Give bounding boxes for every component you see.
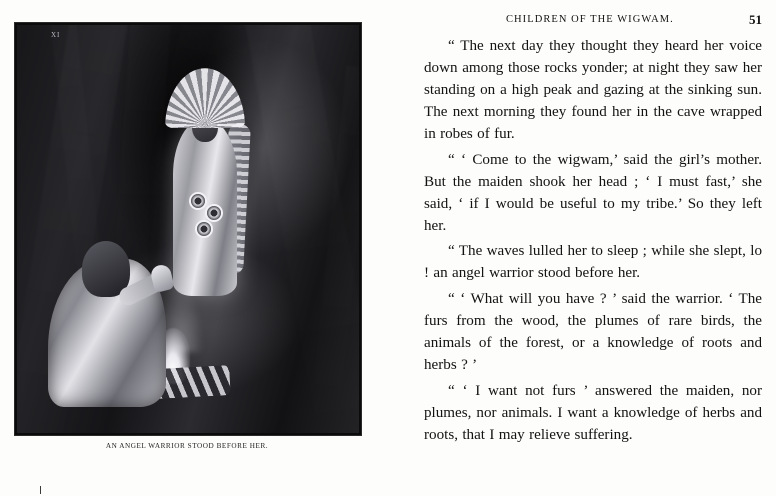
paragraph: “ ‘ I want not furs ’ answered the maiden, nor plumes, nor animals. I want a knowledge of herbs and roots, that I may relieve suffering.	[424, 382, 762, 443]
illustration-frame	[14, 22, 362, 436]
running-head	[424, 14, 762, 36]
paragraph: “ ‘ Come to the wigwam,’ said the girl’s mother. But the maiden shook her head ; ‘ I must fast,’ she said, ‘ if I would be useful to my tribe.’ So they left her.	[424, 151, 762, 234]
kneeling-maiden-figure	[48, 241, 180, 411]
illustration-image	[17, 25, 359, 433]
illustration-caption: AN ANGEL WARRIOR STOOD BEFORE HER.	[105, 442, 269, 450]
text-column	[424, 14, 762, 451]
illustration-plate	[14, 22, 370, 464]
gutter-tick-mark	[40, 486, 41, 494]
paragraph: “ The next day they thought they heard her voice down among those rocks yonder; at night they saw her standing on a high peak and gazing at the sinking sun. The next morning they found her in the cave wrapped in robes of fur.	[424, 38, 762, 142]
page-number: 51	[749, 12, 762, 27]
running-head-title: CHILDREN OF THE WIGWAM.	[506, 14, 674, 25]
feather-headdress	[165, 66, 245, 128]
paragraph: “ The waves lulled her to sleep ; while she slept, lo ! an angel warrior stood before her.	[424, 243, 762, 282]
paragraph: “ ‘ What will you have ? ’ said the warrior. ‘ The furs from the wood, the plumes of rare birds, the animals of the forest, or a knowledge of roots and herbs ? ’	[424, 291, 762, 374]
plate-corner-mark: XI	[51, 31, 61, 39]
body-text	[424, 36, 762, 447]
